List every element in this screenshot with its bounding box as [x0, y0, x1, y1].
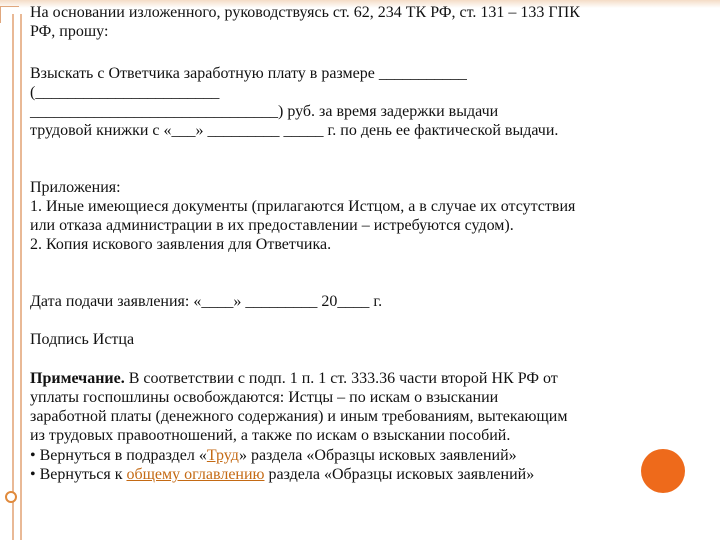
ring-ornament-icon	[5, 491, 17, 503]
attachment-item-1-cont: или отказа администрации в их предоставлении – истребуются судом).	[30, 217, 514, 234]
nav-item-2-prefix: • Вернуться к	[30, 466, 127, 483]
nav-item-1-suffix: » раздела «Образцы исковых заявлений»	[238, 447, 517, 464]
slide-left-border	[12, 14, 22, 540]
note-line-2: уплаты госпошлины освобождаются: Истцы – по искам о взыскании	[30, 389, 499, 406]
attachments-heading: Приложения:	[30, 179, 121, 196]
demand-line-3: _______________________________) руб. за время задержки выдачи	[30, 103, 499, 120]
intro-line-2: РФ, прошу:	[30, 23, 109, 40]
filing-date-line: Дата подачи заявления: «____» _________ 20____ г.	[30, 293, 383, 310]
signature-line: Подпись Истца	[30, 331, 135, 348]
trud-link[interactable]: Труд	[206, 447, 239, 464]
nav-item-2-suffix: раздела «Образцы исковых заявлений»	[264, 466, 535, 483]
note-label: Примечание.	[30, 370, 125, 387]
nav-item-trud	[30, 446, 517, 465]
nav-item-contents	[30, 465, 534, 484]
attachment-item-2: 2. Копия искового заявления для Ответчика.	[30, 236, 332, 253]
demand-line-4: трудовой книжки с «___» _________ _____ г. по день ее фактической выдачи.	[30, 122, 559, 139]
attachment-item-1: 1. Иные имеющиеся документы (прилагаются Истцом, а в случае их отсутствия	[30, 198, 576, 215]
nav-item-1-prefix: • Вернуться в подраздел «	[30, 447, 207, 464]
demand-line-2: (_______________________	[30, 84, 220, 101]
note-line-3: заработной платы (денежного содержания) и иным требованиям, вытекающим	[30, 408, 568, 425]
table-of-contents-link[interactable]: общему оглавлению	[126, 466, 265, 483]
demand-line-1: Взыскать с Ответчика заработную плату в размере ___________	[30, 65, 467, 82]
note-line-1	[30, 369, 558, 388]
note-text-1: В соответствии с подп. 1 п. 1 ст. 333.36 части второй НК РФ от	[124, 370, 558, 387]
intro-line-1: На основании изложенного, руководствуясь ст. 62, 234 ТК РФ, ст. 131 – 133 ГПК	[30, 4, 580, 21]
orange-circle-ornament	[641, 449, 685, 493]
note-line-4: из трудовых правоотношений, а также по искам о взыскании пособий.	[30, 427, 511, 444]
